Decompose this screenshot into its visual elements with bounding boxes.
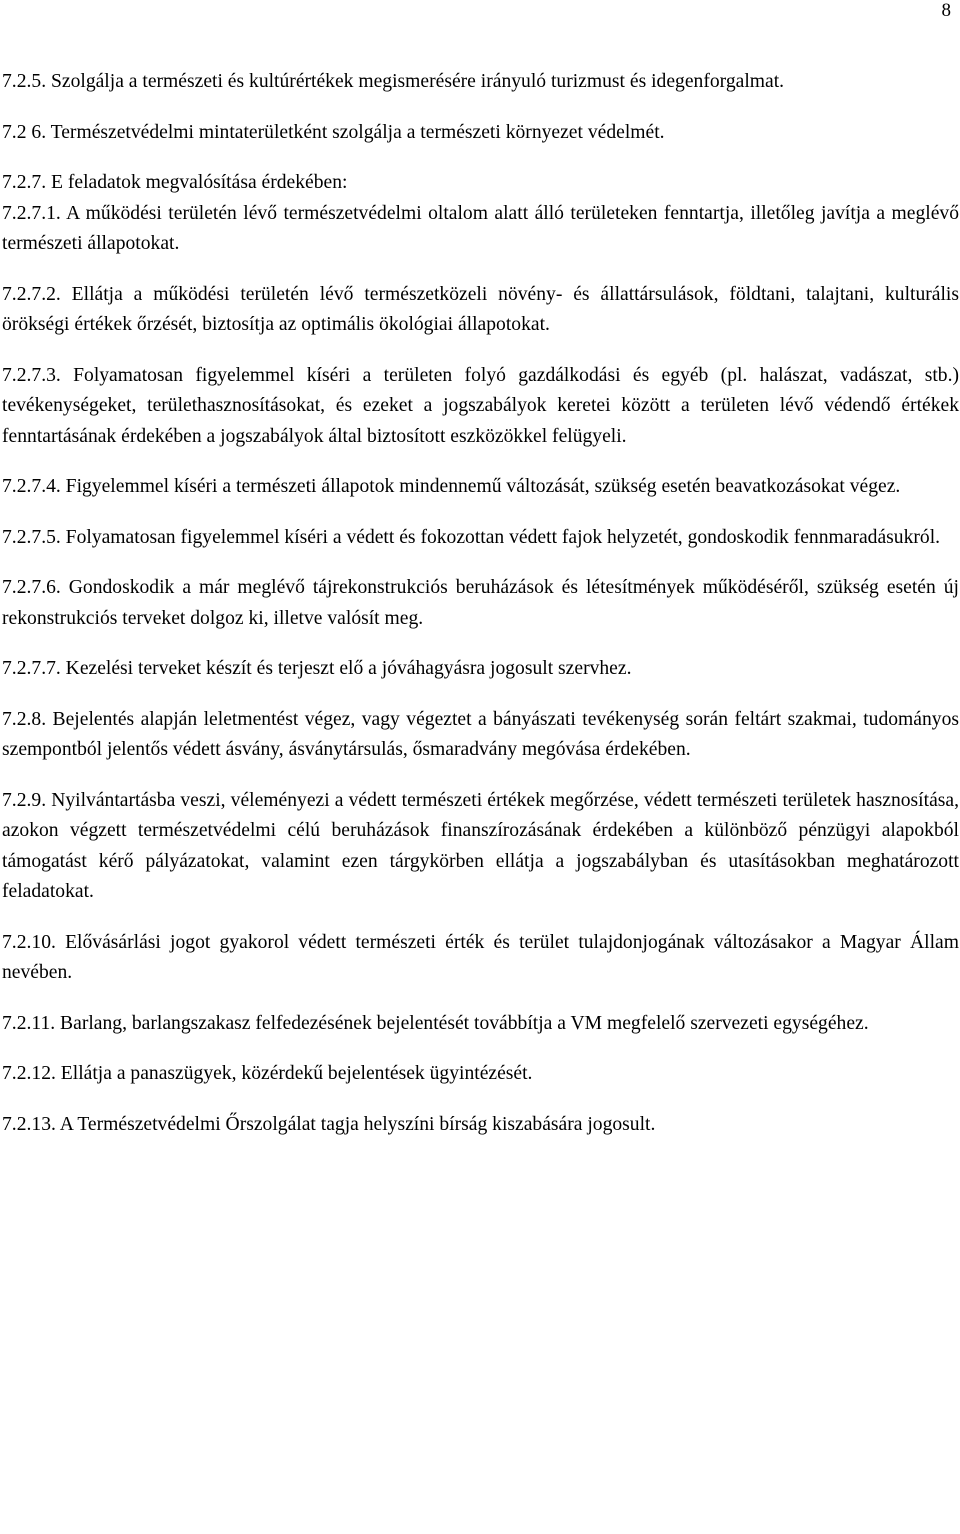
paragraph-7-2-7-4: 7.2.7.4. Figyelemmel kíséri a természeti állapotok mindennemű változását, szükség esetén beavatkozásokat végez. (2, 476, 901, 497)
paragraph-7-2-7-1: 7.2.7.1. A működési területén lévő természetvédelmi oltalom alatt álló területeken fenntartja, illetőleg javítja a meglévő természeti állapotokat. (2, 202, 959, 254)
paragraph-7-2-9: 7.2.9. Nyilvántartásba veszi, véleményezi a védett természeti értékek megőrzése, védett természeti területek hasznosítása, azokon végzett természetvédelmi célú beruházások finanszírozásának érdekében a különböző pénzügyi alapokból támogatást kérő pályázatokat, valamint ezen tárgykörben ellátja a jogszabályban és utasításokban meghatározott feladatokat. (2, 789, 959, 902)
paragraph-7-2-6: 7.2 6. Természetvédelmi mintaterületként szolgálja a természeti környezet védelmét. (2, 121, 665, 143)
paragraph-7-2-7-6: 7.2.7.6. Gondoskodik a már meglévő tájrekonstrukciós beruházások és létesítmények működéséről, szükség esetén új rekonstrukciós terveket dolgoz ki, illetve valósít meg. (2, 577, 959, 629)
paragraph-7-2-12: 7.2.12. Ellátja a panaszügyek, közérdekű bejelentések ügyintézését. (2, 1063, 533, 1084)
paragraph-7-2-7: 7.2.7. E feladatok megvalósítása érdekében: (2, 172, 348, 193)
paragraph-7-2-7-3: 7.2.7.3. Folyamatosan figyelemmel kíséri a területen folyó gazdálkodási és egyéb (pl. halászat, vadászat, stb.) tevékenységeket, területhasznosításokat, és ezeket a jogszabályok keretei között a területen lévő védendő értékek fenntartásának érdekében a jogszabályok által biztosított eszközökkel felügyeli. (2, 364, 959, 447)
page-number: 8 (941, 0, 951, 21)
paragraph-7-2-11: 7.2.11. Barlang, barlangszakasz felfedezésének bejelentését továbbítja a VM megfelelő szervezeti egységéhez. (2, 1012, 869, 1034)
paragraph-7-2-7-5: 7.2.7.5. Folyamatosan figyelemmel kíséri a védett és fokozottan védett fajok helyzetét, gondoskodik fennmaradásukról. (2, 526, 941, 548)
paragraph-7-2-13: 7.2.13. A Természetvédelmi Őrszolgálat tagja helyszíni bírság kiszabására jogosult. (2, 1113, 656, 1135)
paragraph-7-2-7-2: 7.2.7.2. Ellátja a működési területén lévő természetközeli növény- és állattársulások, földtani, talajtani, kulturális örökségi értékek őrzését, biztosítja az optimális ökológiai állapotokat. (2, 283, 959, 335)
document-body (2, 67, 959, 1140)
paragraph-7-2-10: 7.2.10. Elővásárlási jogot gyakorol védett természeti érték és terület tulajdonjogának változásakor a Magyar Állam nevében. (2, 931, 959, 983)
paragraph-7-2-8: 7.2.8. Bejelentés alapján leletmentést végez, vagy végeztet a bányászati tevékenység során feltárt szakmai, tudományos szempontból jelentős védett ásvány, ásványtársulás, ősmaradvány megóvása érdekében. (2, 708, 959, 760)
paragraph-7-2-5: 7.2.5. Szolgálja a természeti és kultúrértékek megismerésére irányuló turizmust és idegenforgalmat. (2, 71, 785, 92)
paragraph-7-2-7-7: 7.2.7.7. Kezelési terveket készít és terjeszt elő a jóváhagyásra jogosult szervhez. (2, 658, 632, 679)
